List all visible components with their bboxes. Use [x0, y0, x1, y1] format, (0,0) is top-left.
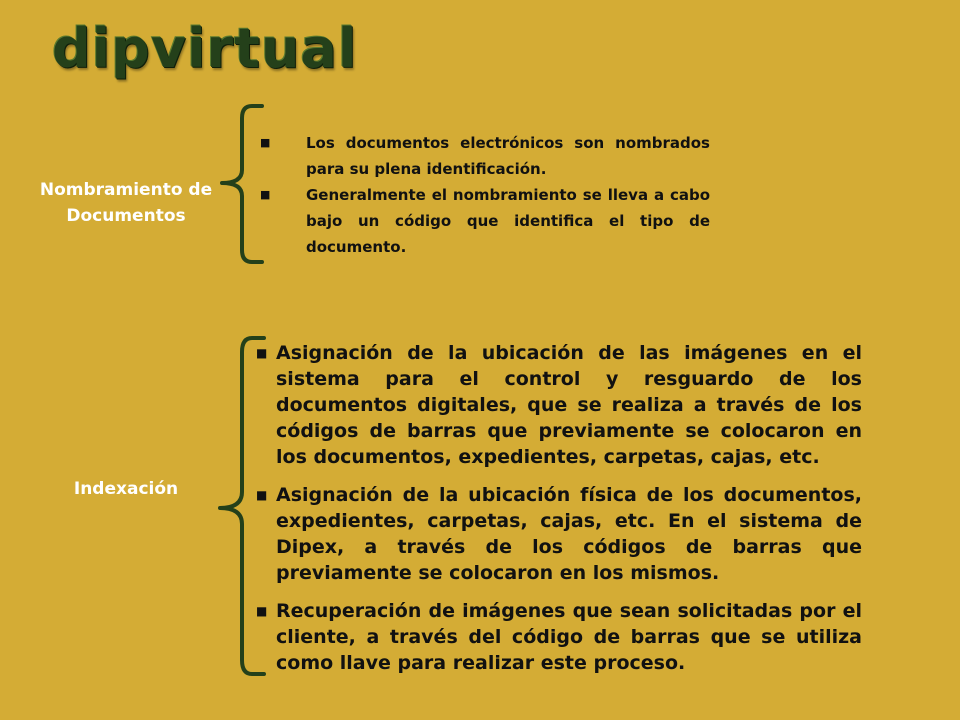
indexacion-bullet-list: [256, 340, 862, 688]
list-item: [256, 482, 862, 586]
bullet-marker-icon: ■: [256, 604, 268, 618]
bullet-marker-icon: ■: [256, 346, 268, 360]
bullet-text: Los documentos electrónicos son nombrados para su plena identificación.: [306, 134, 710, 178]
label-line: Indexación: [73, 479, 179, 499]
bullet-marker-icon: ■: [256, 488, 268, 502]
bullet-text: Asignación de la ubicación física de los documentos, expedientes, carpetas, cajas, etc. En el sistema de Dipex, a través de los códigos de barras que previamente se colocaron en los mismos.: [276, 484, 862, 584]
list-item: [260, 182, 710, 260]
bullet-marker-icon: ■: [260, 188, 271, 201]
label-line: Documentos: [66, 206, 186, 226]
bullet-text: Generalmente el nombramiento se lleva a cabo bajo un código que identifica el tipo de documento.: [306, 186, 710, 256]
section-label-indexacion: [20, 476, 232, 502]
dipvirtual-logo: dipvirtual: [52, 17, 358, 80]
label-line: Nombramiento de: [39, 180, 213, 200]
bullet-text: Asignación de la ubicación de las imágenes en el sistema para el control y resguardo de los documentos digitales, que se realiza a través de los códigos de barras que previamente se colocaron en los documentos, expedientes, carpetas, cajas, etc.: [276, 342, 862, 468]
list-item: [256, 598, 862, 676]
bullet-marker-icon: ■: [260, 136, 271, 149]
list-item: [260, 130, 710, 182]
nombramiento-bullet-list: [260, 130, 710, 260]
section-label-nombramiento: [20, 177, 232, 229]
bullet-text: Recuperación de imágenes que sean solicitadas por el cliente, a través del código de barras que se utiliza como llave para realizar este proceso.: [276, 600, 862, 674]
list-item: [256, 340, 862, 470]
